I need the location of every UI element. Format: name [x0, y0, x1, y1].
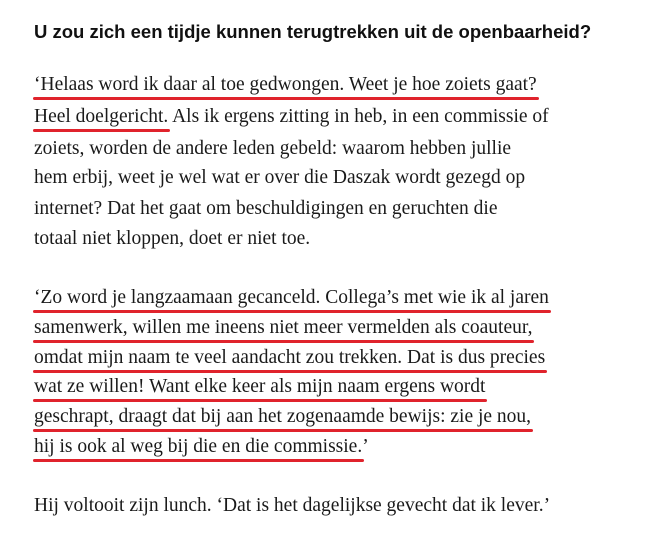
paragraph-2-line-6	[34, 434, 369, 460]
paragraph-1-line-4: hem erbij, weet je wel wat er over die Daszak wordt gezegd op	[34, 167, 526, 188]
highlighted-text: geschrapt, draagt dat bij aan het zogenaamde bewijs: zie je nou,	[34, 406, 532, 427]
paragraph-2-line-5	[34, 404, 531, 430]
paragraph-2-line-3	[34, 345, 545, 371]
paragraph-1-line-1	[34, 72, 537, 98]
highlighted-text: wat ze willen! Want elke keer als mijn naam ergens wordt	[34, 376, 486, 397]
paragraph-2-line-2	[34, 315, 532, 341]
paragraph-1-line-3: zoiets, worden de andere leden gebeld: waarom hebben jullie	[34, 138, 512, 159]
paragraph-2-line-4	[34, 374, 485, 400]
interview-question: U zou zich een tijdje kunnen terugtrekken uit de openbaarheid?	[34, 21, 592, 42]
body-text: Als ik ergens zitting in heb, in een commissie of	[168, 106, 549, 127]
highlighted-text: omdat mijn naam te veel aandacht zou trekken. Dat is dus precies	[34, 347, 546, 368]
highlighted-text: samenwerk, willen me ineens niet meer vermelden als coauteur,	[34, 317, 533, 338]
paragraph-3-line-1: Hij voltooit zijn lunch. ‘Dat is het dagelijkse gevecht dat ik lever.’	[34, 495, 551, 516]
paragraph-2-line-1	[34, 285, 549, 311]
highlighted-text: ‘Zo word je langzaamaan gecanceld. Collega’s met wie ik al jaren	[34, 287, 549, 308]
paragraph-1-line-6: totaal niet kloppen, doet er niet toe.	[34, 228, 311, 249]
body-text: ’	[362, 436, 369, 457]
highlighted-text: ‘Helaas word ik daar al toe gedwongen. Weet je hoe zoiets gaat?	[34, 74, 537, 95]
highlighted-text: Heel doelgericht.	[34, 106, 169, 127]
highlighted-text: hij is ook al weg bij die en die commissie.	[34, 436, 363, 457]
paragraph-1-line-2	[34, 104, 549, 130]
paragraph-1-line-5: internet? Dat het gaat om beschuldigingen en geruchten die	[34, 198, 498, 219]
